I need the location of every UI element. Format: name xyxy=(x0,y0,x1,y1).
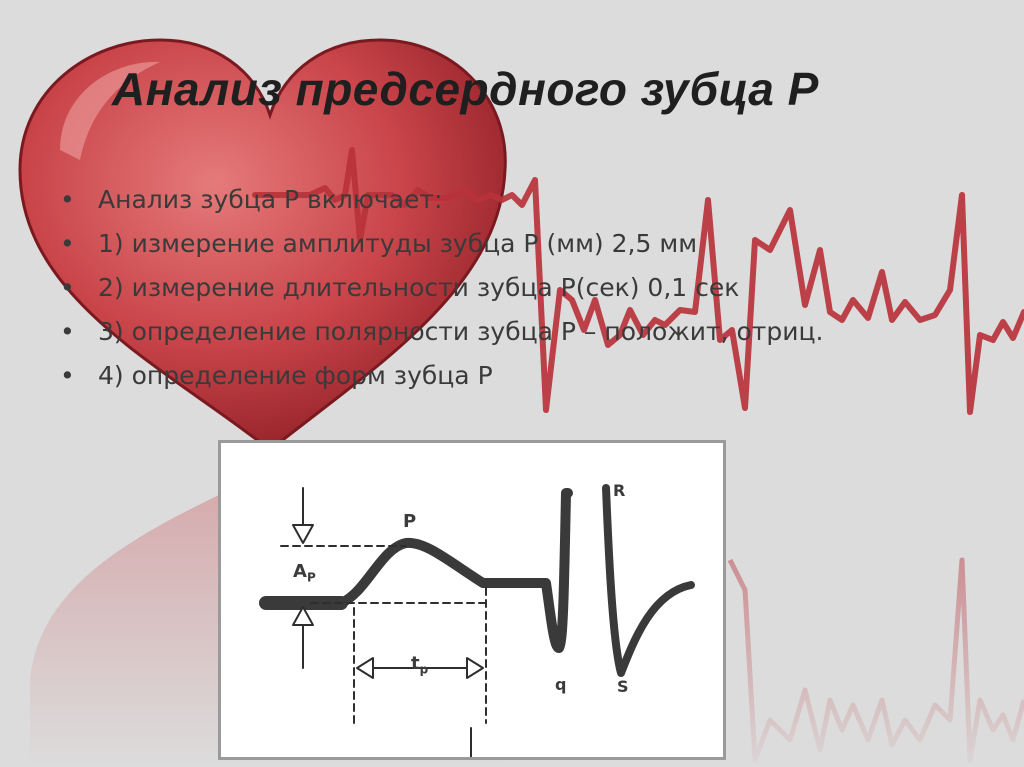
bullet-item: • 4) определение форм зубца Р xyxy=(58,354,978,398)
label-q: q xyxy=(555,675,567,694)
bullet-item: • 1) измерение амплитуды зубца Р (мм) 2,5 мм xyxy=(58,222,978,266)
bullet-list xyxy=(58,178,978,398)
p-wave-diagram xyxy=(218,440,726,760)
label-duration: $t_p$ xyxy=(411,653,429,677)
slide-title: Анализ предсердного зубца Р xyxy=(112,63,819,115)
bullet-item: • 2) измерение длительности зубца Р(сек) 0,1 сек xyxy=(58,266,978,310)
qrs-trace xyxy=(606,488,691,673)
p-wave-drawing xyxy=(221,443,726,760)
label-r: R xyxy=(613,481,626,500)
label-amplitude: $A_P$ xyxy=(293,561,316,585)
label-p: P xyxy=(403,511,417,532)
bullet-item: • Анализ зубца Р включает: xyxy=(58,178,978,222)
bullet-item: • 3) определение полярности зубца Р – положит, отриц. xyxy=(58,310,978,354)
label-s: S xyxy=(617,677,629,696)
